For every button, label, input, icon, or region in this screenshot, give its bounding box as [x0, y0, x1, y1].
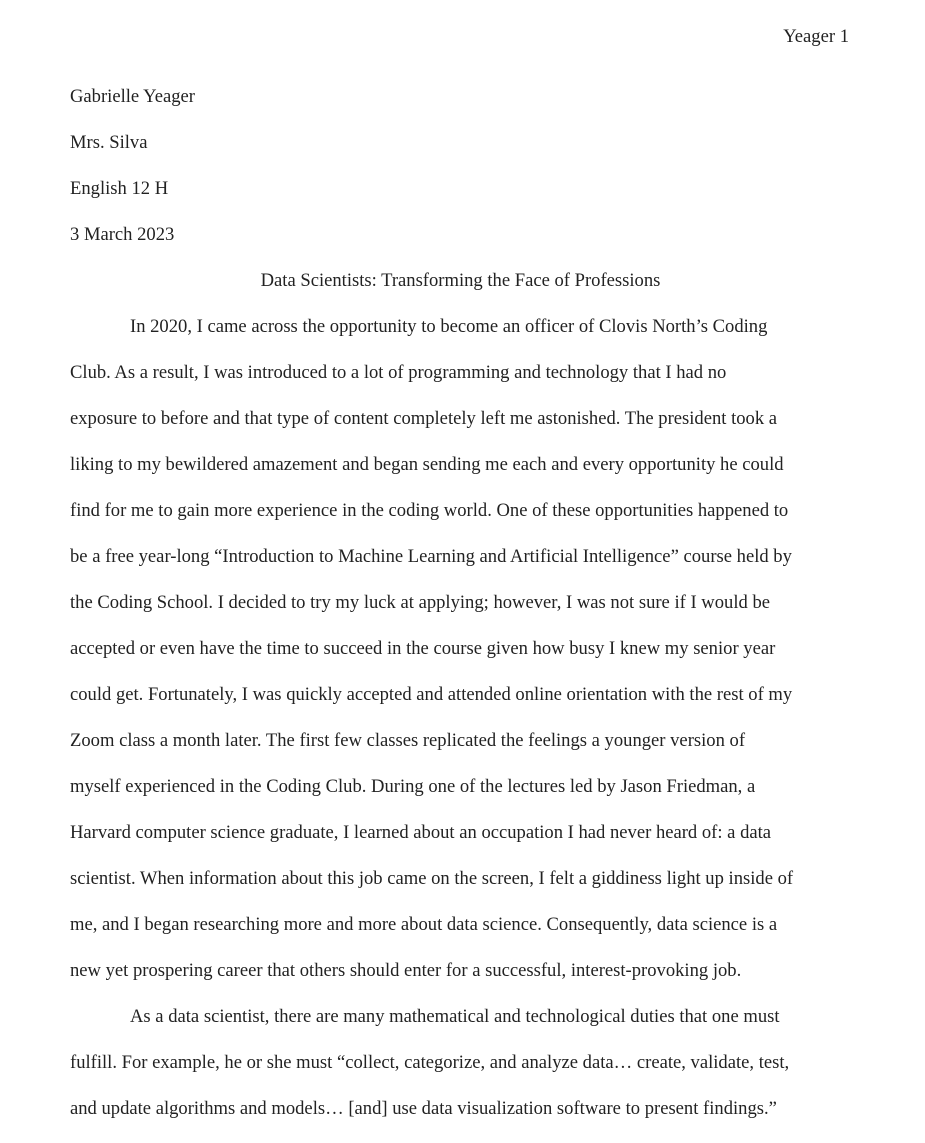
paragraph-2	[70, 994, 851, 1132]
paragraph-line: accepted or even have the time to succeed in the course given how busy I knew my senior year	[70, 638, 776, 659]
paragraph-line: fulfill. For example, he or she must “collect, categorize, and analyze data… create, validate, test,	[70, 1052, 790, 1073]
paragraph-line: scientist. When information about this job came on the screen, I felt a giddiness light up inside of	[70, 868, 794, 889]
paragraph-line: could get. Fortunately, I was quickly accepted and attended online orientation with the rest of my	[70, 684, 793, 705]
paragraph-line: As a data scientist, there are many mathematical and technological duties that one must	[130, 1006, 780, 1027]
paragraph-line: Zoom class a month later. The first few classes replicated the feelings a younger version of	[70, 730, 746, 751]
paragraph-line: In 2020, I came across the opportunity to become an officer of Clovis North’s Coding	[130, 316, 768, 337]
essay-body	[70, 74, 851, 1132]
paragraph-line: me, and I began researching more and more about data science. Consequently, data science is a	[70, 914, 778, 935]
running-head: Yeager 1	[783, 26, 849, 47]
paragraph-line: and update algorithms and models… [and] use data visualization software to present findings.”	[70, 1098, 777, 1119]
essay-date: 3 March 2023	[70, 224, 175, 245]
essay-title: Data Scientists: Transforming the Face of Professions	[260, 270, 661, 291]
paragraph-line: the Coding School. I decided to try my luck at applying; however, I was not sure if I would be	[70, 592, 770, 613]
paragraph-line: be a free year-long “Introduction to Machine Learning and Artificial Intelligence” course held by	[70, 546, 792, 567]
paragraph-line: exposure to before and that type of content completely left me astonished. The president took a	[70, 408, 778, 429]
paragraph-line: find for me to gain more experience in the coding world. One of these opportunities happened to	[70, 500, 789, 521]
paragraph-line: myself experienced in the Coding Club. During one of the lectures led by Jason Friedman, a	[70, 776, 756, 797]
paragraph-line: new yet prospering career that others should enter for a successful, interest-provoking job.	[70, 960, 742, 981]
paragraph-line: liking to my bewildered amazement and began sending me each and every opportunity he could	[70, 454, 784, 475]
paragraph-line: Harvard computer science graduate, I learned about an occupation I had never heard of: a data	[70, 822, 772, 843]
course-name: English 12 H	[70, 178, 169, 199]
teacher-name: Mrs. Silva	[70, 132, 148, 153]
paragraph-1	[70, 304, 851, 994]
paragraph-line: Club. As a result, I was introduced to a lot of programming and technology that I had no	[70, 362, 727, 383]
author-name: Gabrielle Yeager	[70, 86, 195, 107]
